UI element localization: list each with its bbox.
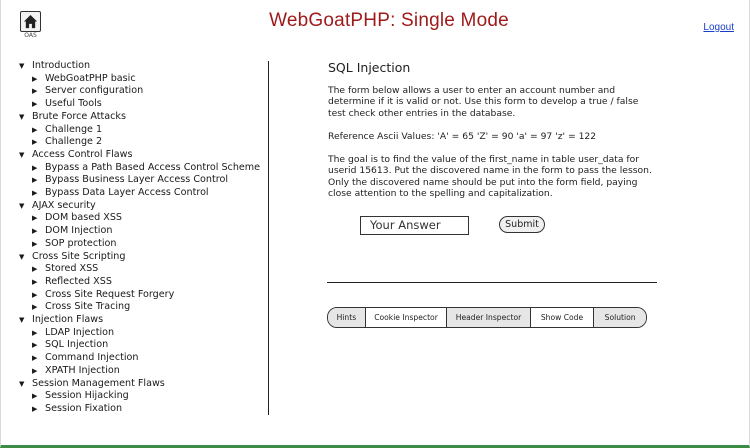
- menu-item-label: Session Hijacking: [45, 390, 129, 402]
- menu-item-label: Challenge 2: [45, 136, 103, 148]
- triangle-right-icon: ▶: [32, 290, 38, 299]
- tab-header-inspector[interactable]: Header Inspector: [447, 308, 530, 327]
- menu-category-label: Cross Site Scripting: [32, 250, 126, 262]
- menu-item-label: Bypass a Path Based Access Control Scheme: [45, 161, 261, 173]
- menu-item[interactable]: [19, 339, 269, 352]
- menu-category[interactable]: [19, 251, 269, 264]
- menu-item[interactable]: [19, 365, 269, 378]
- menu-item-label: Challenge 1: [45, 123, 103, 135]
- menu-category-label: Session Management Flaws: [32, 377, 165, 389]
- triangle-right-icon: ▶: [32, 214, 38, 223]
- triangle-right-icon: ▶: [32, 189, 38, 198]
- menu-item-label: SQL Injection: [45, 339, 109, 351]
- triangle-right-icon: ▶: [32, 227, 38, 236]
- triangle-right-icon: ▶: [32, 366, 38, 375]
- triangle-down-icon: ▼: [19, 62, 25, 70]
- menu-item[interactable]: [19, 162, 269, 175]
- triangle-right-icon: ▶: [32, 277, 38, 286]
- triangle-right-icon: ▶: [32, 87, 38, 96]
- menu-item[interactable]: [19, 238, 269, 251]
- submit-button[interactable]: Submit: [499, 216, 545, 233]
- menu-category[interactable]: [19, 200, 269, 213]
- triangle-right-icon: ▶: [32, 239, 38, 248]
- menu-category[interactable]: [19, 111, 269, 124]
- menu-item[interactable]: [19, 212, 269, 225]
- menu-category-label: Access Control Flaws: [32, 148, 133, 160]
- triangle-right-icon: ▶: [32, 392, 38, 401]
- triangle-right-icon: ▶: [32, 265, 38, 274]
- menu-item-label: Session Fixation: [45, 402, 123, 414]
- ascii-reference: Reference Ascii Values: 'A' = 65 'Z' = 90 'a' = 97 'z' = 122: [328, 130, 597, 142]
- lesson-menu: [19, 60, 269, 416]
- menu-item-label: Useful Tools: [45, 98, 102, 110]
- menu-item-label: Reflected XSS: [45, 275, 112, 287]
- menu-item-label: SOP protection: [45, 237, 117, 249]
- tab-show-code[interactable]: Show Code: [531, 308, 595, 327]
- menu-item-label: Bypass Business Layer Access Control: [45, 174, 228, 186]
- triangle-down-icon: ▼: [19, 150, 25, 159]
- tab-cookie-inspector[interactable]: Cookie Inspector: [366, 308, 447, 327]
- menu-category[interactable]: [19, 60, 269, 73]
- triangle-right-icon: ▶: [32, 163, 38, 172]
- menu-category-label: Brute Force Attacks: [32, 110, 126, 122]
- menu-item-label: Command Injection: [45, 352, 139, 364]
- logout-link[interactable]: Logout: [703, 22, 734, 33]
- menu-item[interactable]: [19, 174, 269, 187]
- page-title: WebGoatPHP: Single Mode: [269, 10, 509, 31]
- answer-input[interactable]: Your Answer: [360, 216, 469, 235]
- menu-category[interactable]: [19, 378, 269, 391]
- content-divider: [327, 282, 657, 283]
- triangle-right-icon: ▶: [32, 74, 38, 83]
- triangle-down-icon: ▼: [19, 201, 25, 210]
- menu-item[interactable]: [19, 289, 269, 302]
- triangle-right-icon: ▶: [32, 125, 38, 134]
- menu-item-label: WebGoatPHP basic: [45, 72, 136, 84]
- lesson-content: [328, 60, 658, 211]
- menu-item-label: Server configuration: [45, 85, 144, 97]
- menu-item-label: DOM based XSS: [45, 212, 123, 224]
- menu-item[interactable]: [19, 327, 269, 340]
- menu-item[interactable]: [19, 187, 269, 200]
- menu-item[interactable]: [19, 73, 269, 86]
- menu-category-label: AJAX security: [32, 199, 96, 211]
- menu-item-label: Cross Site Request Forgery: [45, 288, 175, 300]
- menu-item[interactable]: [19, 263, 269, 276]
- menu-category-label: Injection Flaws: [32, 314, 104, 326]
- triangle-down-icon: ▼: [19, 112, 25, 121]
- home-caption: OAS: [24, 32, 37, 39]
- triangle-right-icon: ▶: [32, 138, 38, 147]
- menu-item[interactable]: [19, 136, 269, 149]
- triangle-right-icon: ▶: [32, 404, 38, 413]
- triangle-right-icon: ▶: [32, 100, 38, 109]
- menu-item-label: DOM Injection: [45, 225, 113, 237]
- tab-hints[interactable]: Hints: [328, 308, 366, 327]
- menu-item[interactable]: [19, 352, 269, 365]
- triangle-down-icon: ▼: [19, 316, 25, 325]
- triangle-right-icon: ▶: [32, 354, 38, 363]
- menu-item[interactable]: [19, 301, 269, 314]
- triangle-right-icon: ▶: [32, 341, 38, 350]
- menu-category[interactable]: [19, 314, 269, 327]
- menu-item-label: Cross Site Tracing: [45, 301, 131, 313]
- triangle-down-icon: ▼: [19, 252, 25, 261]
- menu-category[interactable]: [19, 149, 269, 162]
- menu-item[interactable]: [19, 390, 269, 403]
- tab-solution[interactable]: Solution: [594, 308, 646, 327]
- triangle-right-icon: ▶: [32, 303, 38, 312]
- menu-item[interactable]: [19, 225, 269, 238]
- menu-item-label: XPATH Injection: [45, 364, 120, 376]
- menu-item[interactable]: [19, 403, 269, 416]
- triangle-down-icon: ▼: [19, 379, 25, 388]
- menu-item[interactable]: [19, 98, 269, 111]
- lesson-title: SQL Injection: [328, 60, 411, 75]
- menu-item-label: Stored XSS: [45, 263, 99, 275]
- sidebar-divider: [268, 61, 269, 415]
- menu-category-label: Introduction: [32, 60, 91, 71]
- lesson-goal: The goal is to find the value of the first_name in table user_data for userid 15613. Put the discovered name in the form to pass the lesson. Only the discovered name should be put into the form field, paying close attention to the spelling and capitalization.: [328, 154, 652, 200]
- menu-item[interactable]: [19, 124, 269, 137]
- triangle-right-icon: ▶: [32, 176, 38, 185]
- menu-item-label: LDAP Injection: [45, 326, 115, 338]
- menu-item[interactable]: [19, 85, 269, 98]
- menu-item[interactable]: [19, 276, 269, 289]
- inspector-tabs: [327, 307, 647, 328]
- lesson-description: The form below allows a user to enter an account number and determine if it is valid or not. Use this form to develop a true / false test check other entries in the database.: [328, 85, 639, 119]
- menu-item-label: Bypass Data Layer Access Control: [45, 187, 209, 199]
- triangle-right-icon: ▶: [32, 328, 38, 337]
